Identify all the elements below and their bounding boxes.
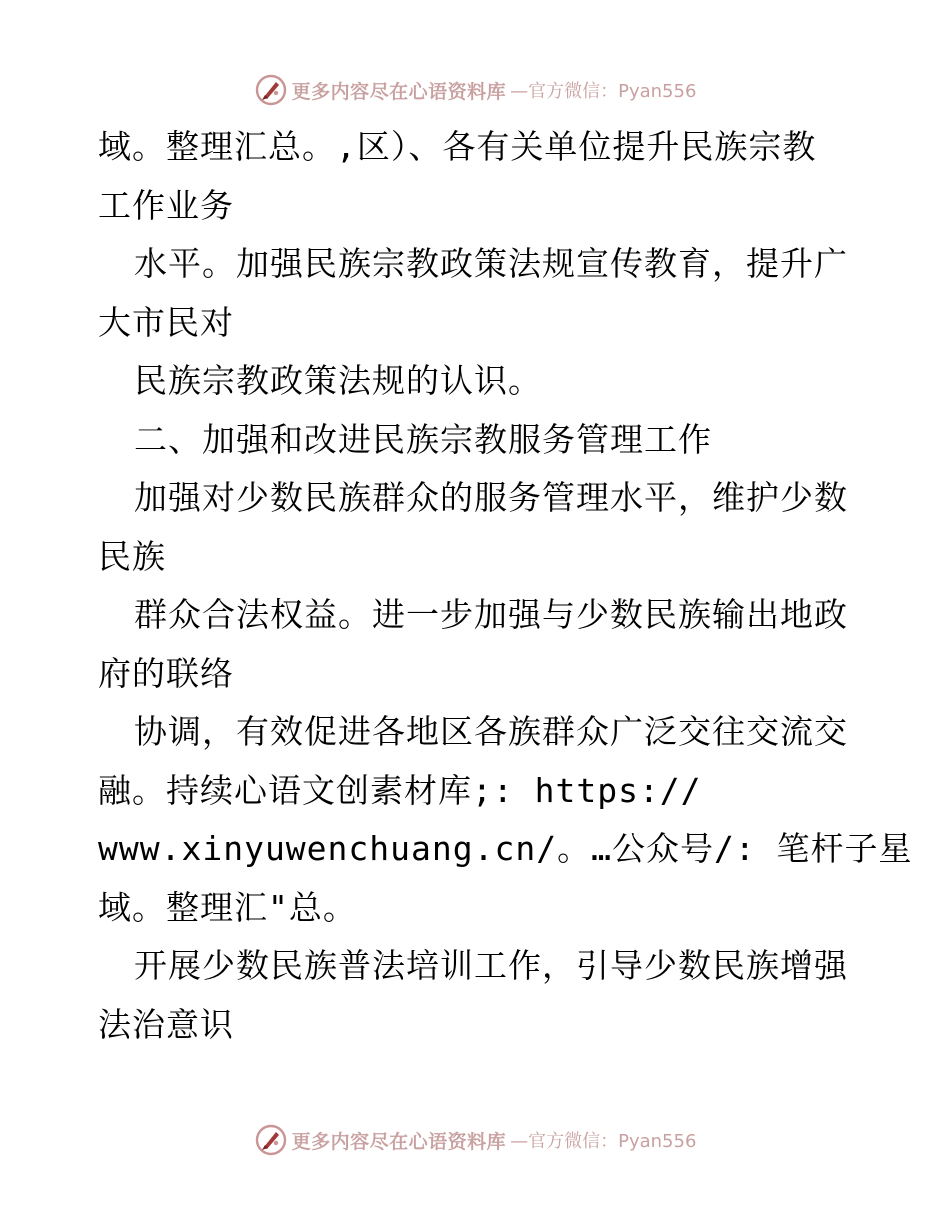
text-line: 开展少数民族普法培训工作，引导少数民族增强 [134, 946, 848, 985]
text-line: 工作业务 [98, 185, 234, 225]
watermark-group [254, 73, 697, 107]
text-line: 协调，有效促进各地区各族群众广泛交往交流交 [134, 712, 848, 751]
quill-logo-icon [254, 1123, 288, 1157]
watermark-main-text: 更多内容尽在心语资料库 [291, 1130, 507, 1153]
text-line: 大市民对 [98, 302, 234, 342]
header-watermark [0, 70, 950, 110]
footer-watermark [0, 1120, 950, 1160]
text-line: www.xinyuwenchuang.cn/。…公众号/: 笔杆子星 [98, 829, 913, 868]
text-line: 群众合法权益。进一步加强与少数民族输出地政 [134, 595, 848, 634]
quill-logo-icon [254, 73, 288, 107]
watermark-sub-text: —官方微信：Pyan556 [510, 81, 697, 102]
watermark-group [254, 1123, 697, 1157]
text-line: 民族宗教政策法规的认识。 [134, 361, 542, 400]
watermark-sub-text: —官方微信：Pyan556 [510, 1131, 697, 1152]
text-line: 域。整理汇总。,区）、各有关单位提升民族宗教 [98, 127, 817, 166]
section-heading: 二、加强和改进民族宗教服务管理工作 [134, 419, 712, 459]
text-line: 融。持续心语文创素材库;: https:// [98, 770, 702, 810]
text-line: 民族 [98, 536, 166, 576]
text-line: 法治意识 [98, 1004, 234, 1044]
text-line: 加强对少数民族群众的服务管理水平，维护少数 [134, 478, 848, 517]
text-line: 域。整理汇"总。 [98, 887, 357, 927]
document-body [98, 118, 913, 1054]
text-line: 水平。加强民族宗教政策法规宣传教育，提升广 [134, 244, 848, 283]
text-line: 府的联络 [98, 653, 234, 693]
watermark-main-text: 更多内容尽在心语资料库 [291, 80, 507, 103]
